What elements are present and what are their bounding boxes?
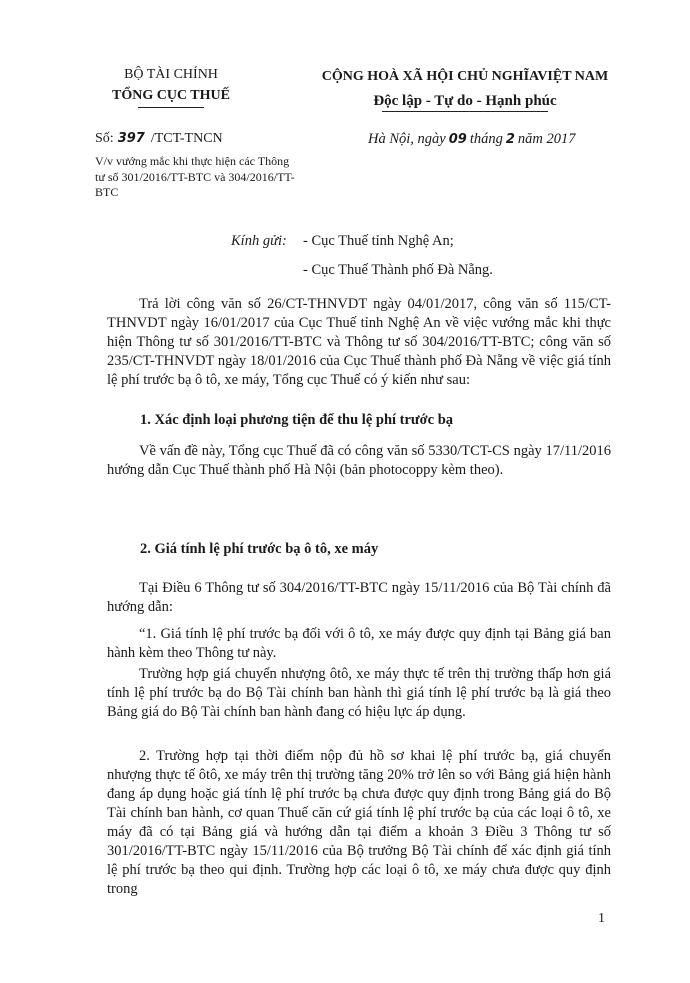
recipient-item: - Cục Thuế tỉnh Nghệ An; xyxy=(303,233,454,249)
section-1-paragraph: Về vấn đề này, Tổng cục Thuế đã có công văn số 5330/TCT-CS ngày 17/11/2016 hướng dẫn Cục Thuế thành phố Hà Nội (bản photocoppy kèm theo). xyxy=(107,443,611,478)
section-2-heading: 2. Giá tính lệ phí trước bạ ô tô, xe máy xyxy=(140,541,379,557)
national-motto: Độc lập - Tự do - Hạnh phúc xyxy=(373,93,557,109)
issuing-agency xyxy=(96,64,246,106)
number-code: /TCT-TNCN xyxy=(150,131,223,146)
ministry-name: BỘ TÀI CHÍNH xyxy=(124,67,218,82)
recipient-item: - Cục Thuế Thành phố Đà Nẵng. xyxy=(303,262,493,278)
intro-paragraph: Trả lời công văn số 26/CT-THNVDT ngày 04/01/2017, công văn số 115/CT-THNVDT ngày 16/01/2017 của Cục Thuế tỉnh Nghệ An về việc vướng mắc khi thực hiện Thông tư số 301/2016/TT-BTC và Thông tư số 304/2016/TT-BTC; công văn số 235/CT-THNVDT ngày 18/01/2016 của Cục Thuế thành phố Đà Nẵng về việc giá tính lệ phí trước bạ ô tô, xe máy, Tổng cục Thuế có ý kiến như sau: xyxy=(107,296,611,388)
issue-date: Hà Nội, ngày 09 tháng 2 năm 2017 xyxy=(368,131,576,147)
document-number xyxy=(95,131,223,147)
national-header xyxy=(300,64,630,114)
page-number: 1 xyxy=(598,911,605,926)
quote-paragraph-3: 2. Trường hợp tại thời điểm nộp đủ hồ sơ khai lệ phí trước bạ, giá chuyển nhượng thực tế ôtô, xe máy trên thị trường tăng 20% trở lên so với Bảng giá hiện hành đang áp dụng hoặc giá tính lệ phí trước bạ chưa được quy định trong Bảng giá do Bộ Tài chính ban hành, cơ quan Thuế căn cứ giá tính lệ phí trước bạ của các loại ô tô, xe máy đã có tại Bảng giá và hướng dẫn tại điểm a khoản 3 Điều 3 Thông tư số 301/2016/TT-BTC ngày 15/11/2016 của Bộ trưởng Bộ Tài chính để xác định giá tính lệ phí trước bạ theo qui định. Trường hợp các loại ô tô, xe máy chưa được quy định trong xyxy=(107,748,611,897)
quote-paragraph-1: “1. Giá tính lệ phí trước bạ đối với ô tô, xe máy được quy định tại Bảng giá ban hành kèm theo Thông tư này. xyxy=(107,626,611,661)
number-label: Số: xyxy=(95,131,114,146)
section-2-paragraph: Tại Điều 6 Thông tư số 304/2016/TT-BTC ngày 15/11/2016 của Bộ Tài chính đã hướng dẫn: xyxy=(107,580,611,615)
nation-title: CỘNG HOÀ XÃ HỘI CHỦ NGHĨAVIỆT NAM xyxy=(321,69,609,84)
recipients-label: Kính gửi: xyxy=(231,233,287,249)
motto-underline xyxy=(382,111,548,112)
handwritten-number: 397 xyxy=(117,131,145,146)
section-1-heading: 1. Xác định loại phương tiện để thu lệ phí trước bạ xyxy=(140,412,454,428)
quote-paragraph-2: Trường hợp giá chuyển nhượng ôtô, xe máy thực tế trên thị trường thấp hơn giá tính lệ phí trước bạ do Bộ Tài chính ban hành thì giá tính lệ phí trước bạ là giá theo Bảng giá do Bộ Tài chính ban hành đang có hiệu lực áp dụng. xyxy=(107,666,611,720)
agency-underline xyxy=(138,107,204,108)
handwritten-month: 2 xyxy=(505,132,515,147)
subject-line: V/v vướng mắc khi thực hiện các Thông tư số 301/2016/TT-BTC và 304/2016/TT-BTC xyxy=(95,154,295,199)
department-name: TỔNG CỤC THUẾ xyxy=(112,88,230,103)
handwritten-day: 09 xyxy=(448,132,467,147)
